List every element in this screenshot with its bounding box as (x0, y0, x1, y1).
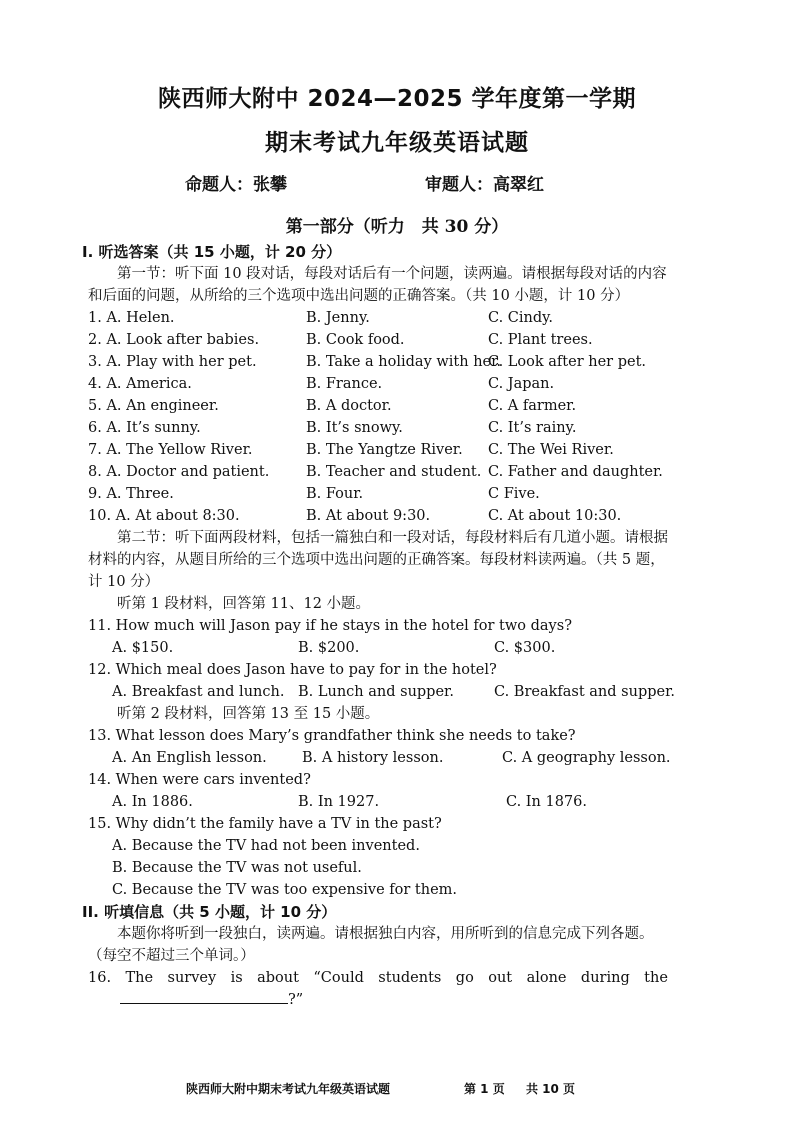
option-b: B. At about 9:30. (306, 508, 431, 524)
q16-word: during (580, 970, 630, 986)
exam-title-line2: 期末考试九年级英语试题 (265, 130, 529, 156)
option-b: B. A doctor. (306, 398, 392, 414)
q16-word: survey (167, 970, 217, 986)
q16-word: “Could (313, 970, 364, 986)
section2-heading: II. 听填信息（共 5 小题，计 10 分） (82, 903, 337, 921)
q16-word: alone (526, 970, 567, 986)
q16-word: out (488, 970, 513, 986)
question-row (88, 395, 668, 417)
option-a: A. Breakfast and lunch. (112, 684, 285, 700)
q16-word: is (230, 970, 243, 986)
option-a: A. An English lesson. (112, 750, 267, 766)
question-row (88, 483, 668, 505)
question-options (88, 747, 671, 769)
option-b: B. $200. (298, 640, 360, 656)
option-c: C. Look after her pet. (488, 354, 646, 370)
footer-total-pages: 共 10 页 (526, 1082, 576, 1096)
question-stem: 12. Which meal does Jason have to pay for in the hotel? (88, 662, 497, 678)
sub1-instructions: 第一节：听下面 10 段对话，每段对话后有一个问题，读两遍。请根据每段对话的内容和后面的问题，从所给的三个选项中选出问题的正确答案。（共 10 小题，计 10 分） (88, 266, 667, 304)
q16-line (88, 967, 668, 989)
author-label: 命题人：张攀 (185, 175, 287, 195)
page-footer (186, 1080, 606, 1097)
option-a: 10. A. At about 8:30. (88, 508, 240, 524)
question-stem: 14. When were cars invented? (88, 772, 311, 788)
question-stem: 15. Why didn’t the family have a TV in the past? (88, 816, 442, 832)
question-row (88, 505, 668, 527)
section2-instructions: 本题你将听到一段独白，读两遍。请根据独白内容，用所听到的信息完成下列各题。（每空不超过三个单词。） (88, 926, 654, 964)
reviewer-label: 审题人：高翠红 (425, 175, 544, 195)
option-b: B. Teacher and student. (306, 464, 482, 480)
option-a: A. $150. (112, 640, 174, 656)
question-row (88, 417, 668, 439)
section1-heading: I. 听选答案（共 15 小题，计 20 分） (82, 243, 342, 261)
option-a: A. Because the TV had not been invented. (112, 838, 420, 854)
question-stem: 13. What lesson does Mary’s grandfather think she needs to take? (88, 728, 576, 744)
option-a: 9. A. Three. (88, 486, 174, 502)
option-a: 1. A. Helen. (88, 310, 175, 326)
q16-end: ?” (288, 992, 304, 1008)
option-c: C. It’s rainy. (488, 420, 577, 436)
q16-word: the (644, 970, 668, 986)
question-list-1-10 (88, 307, 668, 527)
q16-word: about (257, 970, 299, 986)
question-options (88, 791, 668, 813)
option-b: B. Take a holiday with her. (306, 354, 502, 370)
sub2-instructions: 第二节：听下面两段材料，包括一篇独白和一段对话，每段材料后有几道小题。请根据材料的内容，从题目所给的三个选项中选出问题的正确答案。每段材料读两遍。（共 5 题，计 10 分） (88, 530, 668, 590)
question-stem: 11. How much will Jason pay if he stays in the hotel for two days? (88, 618, 572, 634)
option-b: B. Four. (306, 486, 364, 502)
option-c: C Five. (488, 486, 540, 502)
option-b: B. The Yangtze River. (306, 442, 463, 458)
option-a: 8. A. Doctor and patient. (88, 464, 270, 480)
option-a: 2. A. Look after babies. (88, 332, 260, 348)
option-c: C. A geography lesson. (502, 750, 671, 766)
option-b: B. Lunch and supper. (298, 684, 454, 700)
option-a: A. In 1886. (112, 794, 193, 810)
question-row (88, 373, 668, 395)
option-b: B. A history lesson. (302, 750, 444, 766)
question-row (88, 439, 668, 461)
q16-word: students (378, 970, 442, 986)
option-b: B. Jenny. (306, 310, 370, 326)
question-row (88, 307, 668, 329)
answer-blank[interactable] (120, 989, 288, 1004)
listening-section (82, 241, 676, 1011)
option-c: C. Cindy. (488, 310, 554, 326)
option-b: B. In 1927. (298, 794, 380, 810)
question-row (88, 329, 668, 351)
question-options (88, 681, 676, 703)
option-c: C. The Wei River. (488, 442, 614, 458)
part1-title: 第一部分（听力 共 30 分） (285, 217, 509, 237)
authors-line (185, 170, 605, 195)
option-b: B. Because the TV was not useful. (112, 860, 362, 876)
q16-blank-line (88, 989, 668, 1011)
option-c: C. Japan. (488, 376, 555, 392)
option-c: C. $300. (494, 640, 556, 656)
option-c: C. Because the TV was too expensive for them. (112, 882, 458, 898)
q16-word: 16. (88, 970, 112, 986)
option-c: C. Plant trees. (488, 332, 593, 348)
q16-word: go (455, 970, 474, 986)
footer-page-number: 第 1 页 (464, 1082, 505, 1096)
material2-note: 听第 2 段材料，回答第 13 至 15 小题。 (117, 706, 380, 722)
q16-word: The (125, 970, 154, 986)
option-b: B. Cook food. (306, 332, 405, 348)
material1-note: 听第 1 段材料，回答第 11、12 小题。 (117, 596, 371, 612)
option-a: 4. A. America. (88, 376, 192, 392)
option-a: 5. A. An engineer. (88, 398, 219, 414)
option-c: C. A farmer. (488, 398, 577, 414)
option-b: B. France. (306, 376, 383, 392)
option-c: C. Father and daughter. (488, 464, 663, 480)
footer-title: 陕西师大附中期末考试九年级英语试题 (186, 1082, 391, 1096)
question-options (88, 637, 668, 659)
question-row (88, 351, 668, 373)
option-b: B. It’s snowy. (306, 420, 403, 436)
option-a: 3. A. Play with her pet. (88, 354, 257, 370)
option-c: C. Breakfast and supper. (494, 684, 676, 700)
question-row (88, 461, 668, 483)
option-c: C. In 1876. (506, 794, 587, 810)
option-a: 6. A. It’s sunny. (88, 420, 201, 436)
option-c: C. At about 10:30. (488, 508, 622, 524)
exam-title-line1: 陕西师大附中 2024—2025 学年度第一学期 (157, 86, 637, 112)
option-a: 7. A. The Yellow River. (88, 442, 253, 458)
